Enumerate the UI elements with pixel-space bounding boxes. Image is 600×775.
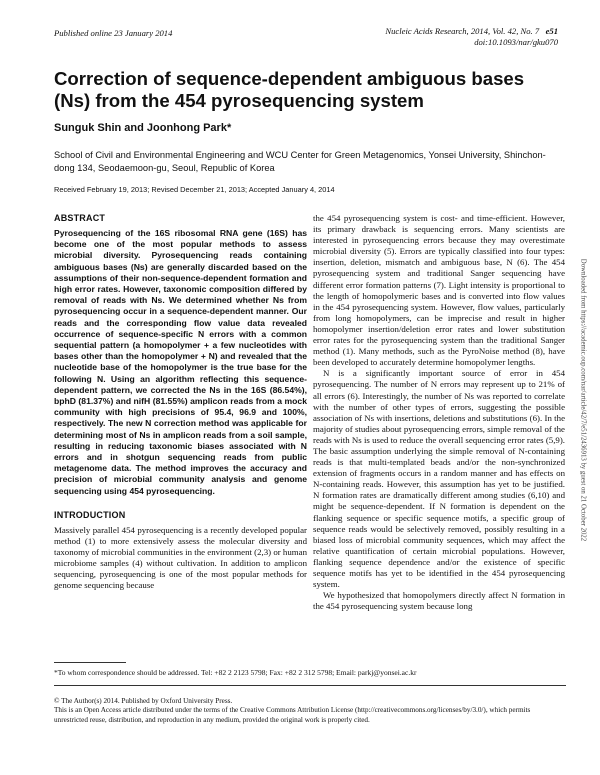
abstract-heading: ABSTRACT [54,213,106,223]
affiliation: School of Civil and Environmental Engineering and WCU Center for Green Metagenomics, Yonsei University, Shinchon-dong 134, Seodaemoon-gu, Seoul, Republic of Korea [54,150,546,173]
left-column [54,213,307,591]
copyright-line: © The Author(s) 2014. Published by Oxford University Press. [54,697,233,705]
body-paragraph-1: the 454 pyrosequencing system is cost- and time-efficient. However, its primary drawback is sequencing errors. Many scientists are interested in pyrosequencing errors because they may overestimate microbial diversity (5). Errors are typically classified into four types: insertion, deletion, mismatch and ambiguous base, N (6). The 454 pyrosequencing system and traditional Sanger sequencing have different error formation patterns (7). Light intensity is proportional to the length of homopolymeric bases and is converted into flow values in the 454 pyrosequencing system. However, flow values, particularly from long homopolymers, can be imprecise and result in higher homopolymer insertion/deletion error rates and lower substitution error rates for the pyrosequencing system than the traditional Sanger method (1). Many methods, such as the PyroNoise method (8), have been developed to accurately determine homopolymer lengths. [313,213,565,368]
license-line: This is an Open Access article distributed under the terms of the Creative Commons Attribution License (http://creativecommons.org/licenses/by/3.0/), which permits unrestricted reuse, distribution, and reproduction in any medium, provided the original work is properly cited. [54,706,531,724]
abstract-text: Pyrosequencing of the 16S ribosomal RNA gene (16S) has become one of the most popular methods to assess microbial diversity. Pyrosequencing reads containing ambiguous bases (Ns) are generally discarded based on the assumptions of their non-sequence-dependent formation and high error rates. However, taxonomic composition differed by removal of reads with Ns. We determined whether Ns from pyrosequencing occur in a sequence-dependent manner. Our reads and the corresponding flow value data revealed occurrence of sequence-specific N errors with a common sequential pattern (a homopolymer + a few nucleotides with bases other than the homopolymer + N) and revealed that the nucleotide base of the homopolymer is the true base for the following N. Using an algorithm reflecting this sequence-dependent pattern, we corrected the Ns in the 16S (86.54%), bphD (81.37%) and nifH (81.55%) amplicon reads from a mock community with high precisions of 95.4, 96.9 and 100%, respectively. The new N correction method was applicable for determining most of Ns in amplicon reads from a soil sample, resulting in reducing taxonomic biases associated with N errors and in shotgun sequencing reads from public metagenome data. The method improves the accuracy and precision of microbial community analysis and genome sequencing using 454 pyrosequencing. [54,228,307,496]
introduction-heading: INTRODUCTION [54,509,126,520]
download-side-note [577,205,589,595]
journal-header [258,26,558,48]
right-column [313,213,565,612]
paper-title: Correction of sequence-dependent ambiguous bases (Ns) from the 454 pyrosequencing system [54,68,525,111]
journal-line: Nucleic Acids Research, 2014, Vol. 42, No. 7 [385,26,540,36]
introduction-paragraph: Massively parallel 454 pyrosequencing is a recently developed popular method (1) to more extensively assess the molecular diversity and taxonomy of microbial communities in the environment (2,3) or human microbiome samples (4) without cultivation. In addition to amplicon sequencing, pyrosequencing is one of the most popular methods for genome sequencing because [54,524,307,591]
download-note-text: Downloaded from https://academic.oup.com/nar/article/42/7/e51/2436913 by guest on 21 October 2022 [579,258,587,542]
received-dates: Received February 19, 2013; Revised December 21, 2013; Accepted January 4, 2014 [54,185,335,194]
correspondence-footnote: *To whom correspondence should be addressed. Tel: +82 2 2123 5798; Fax: +82 2 312 5798; Email: parkj@yonsei.ac.kr [54,668,417,677]
published-date: Published online 23 January 2014 [54,28,173,38]
copyright-divider [54,685,566,686]
authors: Sunguk Shin and Joonhong Park* [54,122,232,134]
article-id: e51 [545,26,558,36]
footnote-divider [54,662,126,663]
body-paragraph-3: We hypothesized that homopolymers directly affect N formation in the 454 pyrosequencing system because long [313,590,565,612]
doi: doi:10.1093/nar/gku070 [474,37,558,47]
body-paragraph-2: N is a significantly important source of error in 454 pyrosequencing. The number of N errors may represent up to 21% of all errors (6). Interestingly, the number of Ns was reported to correlate with the number of other types of errors, suggesting the possible association of Ns with insertions, deletions and substitutions (6). In the majority of studies about pyrosequencing errors, simple removal of the reads with Ns is used to reduce the overall sequencing error rates (5,9). The basic assumption underlying the simple removal of N-containing reads is that multi-templated beads and/or the non-synchronized extension of fragments occurs in a random manner and has effects on N-containing reads. However, this assumption has yet to be justified. N formation rates are dramatically different among studies (6,10) and might be sequence-dependent. If N formation is dependent on the flanking sequence or specific sequence motifs, a specific group of sequence reads would be selectively removed, possibly resulting in a biased loss of microbial community sequences, which may affect the relative quantification of certain microbial populations. However, flanking sequence dependence and/or the existence of specific sequence motifs has yet to be identified in the 454 pyrosequencing system. [313,368,565,590]
copyright-block [54,697,566,725]
